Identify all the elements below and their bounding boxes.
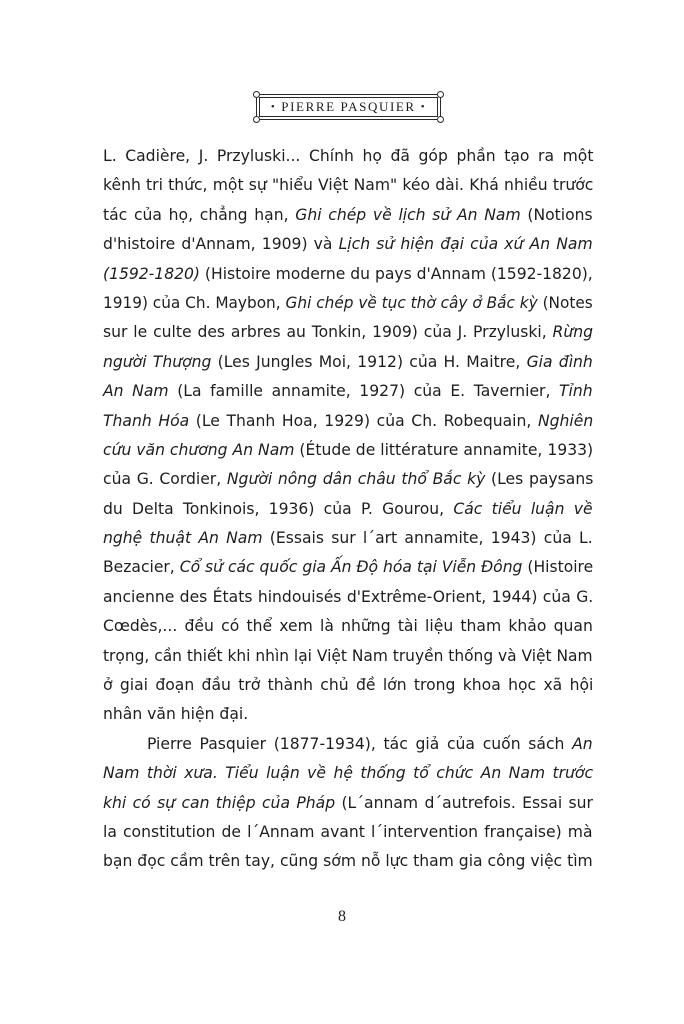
text-line [103,759,593,788]
text-line-paragraph-start: Pierre Pasquier (1877-1934), tác giả của cuốn sách An [147,734,593,753]
text-line: trọng, cần thiết khi nhìn lại Việt Nam truyền thống và Việt Nam [103,646,593,665]
book-title: Nghiên [537,411,594,430]
book-title: Các tiểu luận về [453,499,593,518]
text-line: (1592-1820) (Histoire moderne du pays d'Annam (1592-1820), [103,264,593,283]
text-line: Thanh Hóa (Le Thanh Hoa, 1929) của Ch. Robequain, Nghiên [103,411,594,430]
header-corner-ornament [253,91,260,98]
book-title: An Nam [103,382,169,401]
text-line: L. Cadière, J. Przyluski... Chính họ đã góp phần tạo ra một [103,147,594,165]
book-title: Người nông dân châu thổ Bắc kỳ [226,470,486,489]
book-title: người Thượng [103,352,212,371]
book-title: Ghi chép về lịch sử An Nam [295,205,521,224]
book-title: (1592-1820) [103,264,200,283]
running-header [256,94,441,120]
text-line: nghệ thuật An Nam (Essais sur l´art annamite, 1943) của L. [103,529,593,548]
book-title: Ghi chép về tục thờ cây ở Bắc kỳ [285,293,538,312]
header-corner-ornament [253,116,260,123]
text-line: An Nam (La famille annamite, 1927) của E. Tavernier, Tỉnh [103,382,593,401]
header-corner-ornament [437,91,444,98]
text-line: du Delta Tonkinois, 1936) của P. Gourou, Các tiểu luận về [103,499,593,518]
text-line: sur le culte des arbres au Tonkin, 1909) của J. Przyluski, Rừng [103,323,594,342]
header-title: PIERRE PASQUIER [281,99,416,114]
book-title: Lịch sử hiện đại của xứ An Nam [338,235,593,254]
text-line: la constitution de l´Annam avant l´intervention française) mà [103,822,593,841]
text-line: tác của họ, chẳng hạn, Ghi chép về lịch sử An Nam (Notions [103,205,593,224]
header-bullet-left: • [270,101,277,113]
text-line: Cœdès,... đều có thể xem là những tài liệu tham khảo quan [103,617,593,636]
header-bullet-right: • [420,101,427,113]
body-text [103,142,593,877]
page-number: 8 [338,908,346,925]
text-line: kênh tri thức, một sự "hiểu Việt Nam" kéo dài. Khá nhiều trước [103,176,594,195]
book-title: Cổ sử các quốc gia Ấn Độ hóa tại Viễn Đông [179,558,523,577]
book-title: Nam thời xưa. Tiểu luận về hệ thống tổ chức An Nam trước [103,764,594,783]
book-title: Thanh Hóa [103,411,190,430]
header-corner-ornament [437,116,444,123]
text-line: 1919) của Ch. Maybon, Ghi chép về tục thờ cây ở Bắc kỳ (Notes [103,293,593,312]
text-line: ở giai đoạn đầu trở thành chủ đề lớn trong khoa học xã hội [103,676,594,695]
text-line: Bezacier, Cổ sử các quốc gia Ấn Độ hóa tại Viễn Đông (Histoire [103,558,594,577]
text-line: khi có sự can thiệp của Pháp (L´annam d´autrefois. Essai sur [103,793,593,812]
book-title: cứu văn chương An Nam [103,440,295,459]
text-line: của G. Cordier, Người nông dân châu thổ Bắc kỳ (Les paysans [103,470,594,489]
text-line: d'histoire d'Annam, 1909) và Lịch sử hiện đại của xứ An Nam [103,235,593,254]
text-line: người Thượng (Les Jungles Moi, 1912) của H. Maitre, Gia đình [103,352,593,371]
book-title: nghệ thuật An Nam [103,529,263,548]
text-line: bạn đọc cầm trên tay, cũng sớm nỗ lực tham gia công việc tìm [103,852,593,871]
text-line-paragraph-end: nhân văn hiện đại. [103,705,249,724]
text-line: cứu văn chương An Nam (Étude de littérature annamite, 1933) [103,440,594,459]
book-title: khi có sự can thiệp của Pháp [103,793,336,812]
book-title: Tỉnh [559,382,593,401]
text-line: ancienne des États hindouisés d'Extrême-Orient, 1944) của G. [103,587,594,606]
book-title: Gia đình [526,352,593,371]
book-title: Rừng [552,323,594,342]
book-title: An [572,734,593,753]
